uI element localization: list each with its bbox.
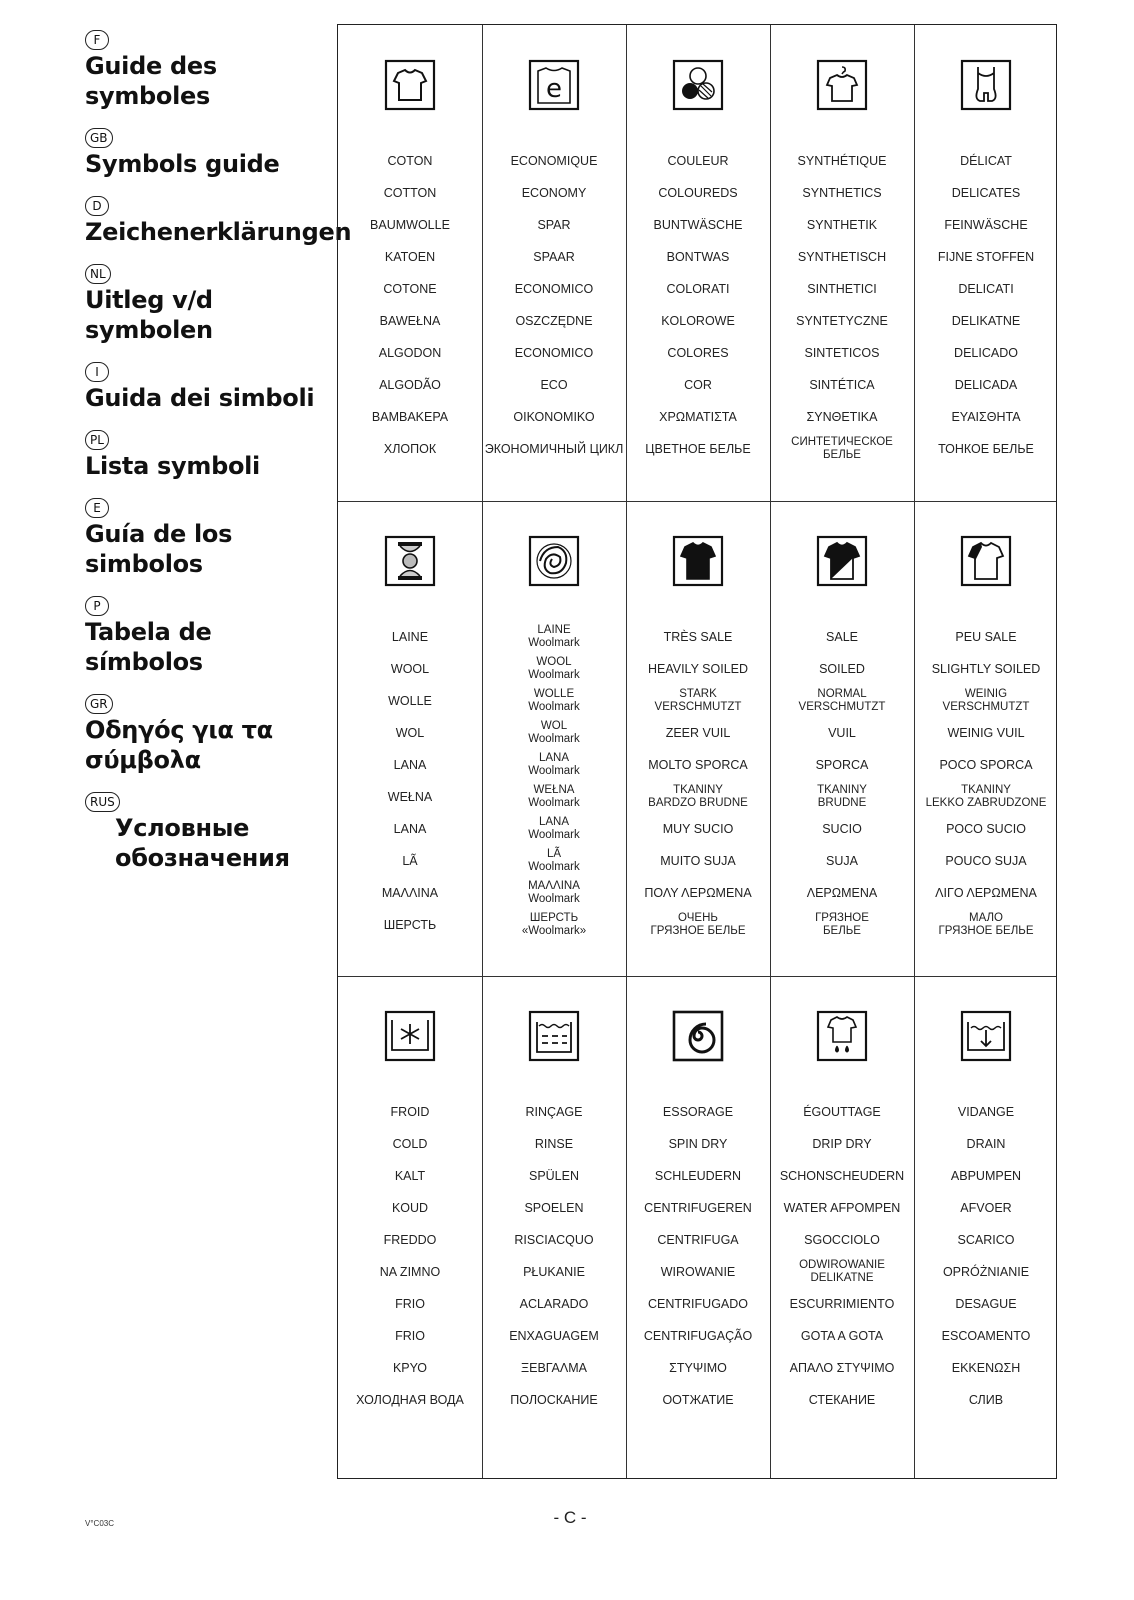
- symbol-cell: [338, 1010, 482, 1416]
- symbol-cell: [482, 59, 626, 465]
- symbol-cell: [338, 59, 482, 465]
- symbol-cell: [770, 1010, 914, 1416]
- section-title-line: σύμβολα: [85, 746, 201, 774]
- section-title-line: simbolos: [85, 550, 203, 578]
- symbol-label: ΜΑΛΛΙΝΑ: [381, 885, 439, 900]
- symbol-label: МАЛО ГРЯЗНОЕ БЕЛЬЕ: [938, 912, 1034, 937]
- symbol-label: SYNTHETIK: [806, 217, 878, 232]
- symbol-label: SPAR: [537, 217, 571, 232]
- language-section-p: [85, 596, 330, 676]
- language-section-nl: [85, 264, 330, 344]
- language-section-d: [85, 196, 352, 246]
- wool-skein-icon: [384, 535, 436, 587]
- symbol-label: COTTON: [383, 185, 437, 200]
- section-title-line: Symbols guide: [85, 150, 280, 178]
- symbol-label: SUCIO: [822, 821, 862, 836]
- country-code-badge: D: [85, 196, 109, 216]
- symbol-label: SINTÉTICA: [809, 377, 875, 392]
- symbol-label: ESSORAGE: [662, 1104, 734, 1119]
- country-code-badge: E: [85, 498, 109, 518]
- symbol-label: COR: [684, 377, 712, 392]
- symbol-label: SINTHETICI: [807, 281, 877, 296]
- symbol-label: SCARICO: [957, 1232, 1015, 1247]
- symbol-label: WEINIG VERSCHMUTZT: [942, 688, 1030, 713]
- symbol-label: OSZCZĘDNE: [515, 313, 593, 328]
- symbol-label: KOUD: [391, 1200, 429, 1215]
- symbol-label: ПОЛОСКАНИЕ: [510, 1392, 598, 1407]
- symbol-label: NORMAL VERSCHMUTZT: [798, 688, 886, 713]
- symbol-label: ШЕРСТЬ «Woolmark»: [521, 912, 587, 937]
- symbol-label: NA ZIMNO: [379, 1264, 441, 1279]
- country-code-badge: GB: [85, 128, 113, 148]
- symbol-label: ΛΙΓΟ ΛΕΡΩΜΕΝΑ: [935, 885, 1037, 900]
- country-code-badge: I: [85, 362, 109, 382]
- symbol-label: DÉLICAT: [960, 153, 1012, 168]
- cotton-shirt-icon: [384, 59, 436, 111]
- symbol-cell: [482, 535, 626, 941]
- symbol-label: ECONOMIQUE: [510, 153, 598, 168]
- symbol-label: LAINE: [391, 629, 429, 644]
- symbol-label: ALGODÃO: [379, 377, 441, 392]
- symbol-label: SPIN DRY: [668, 1136, 728, 1151]
- symbol-label: CENTRIFUGADO: [648, 1296, 748, 1311]
- symbol-label: POCO SPORCA: [939, 757, 1033, 772]
- symbol-label: FIJNE STOFFEN: [937, 249, 1035, 264]
- symbol-label: ΚΡΥΟ: [392, 1360, 428, 1375]
- symbol-label: LÃ Woolmark: [528, 848, 580, 873]
- symbol-label: SINTETICOS: [804, 345, 880, 360]
- symbol-label: ACLARADO: [519, 1296, 589, 1311]
- symbol-label: LANA: [393, 821, 427, 836]
- symbol-label: TKANINY BARDZO BRUDNE: [648, 784, 748, 809]
- language-section-e: [85, 498, 330, 578]
- symbol-label: DELICATI: [958, 281, 1014, 296]
- country-code-badge: PL: [85, 430, 109, 450]
- symbol-label: BONTWAS: [666, 249, 730, 264]
- symbol-label: ΛΕΡΩΜΕΝΑ: [806, 885, 878, 900]
- symbol-label: ХЛОПОК: [383, 441, 437, 456]
- symbol-label: COTON: [387, 153, 433, 168]
- symbol-label: WEŁNA: [387, 789, 433, 804]
- symbol-label: LANA Woolmark: [528, 816, 580, 841]
- symbol-label: ECONOMY: [521, 185, 587, 200]
- rinse-tub-icon: [528, 1010, 580, 1062]
- symbol-label: ESCURRIMIENTO: [789, 1296, 895, 1311]
- symbol-label: ABPUMPEN: [950, 1168, 1022, 1183]
- symbol-label: COLD: [392, 1136, 428, 1151]
- symbols-table: [337, 24, 1057, 1479]
- symbol-label: COLORATI: [666, 281, 730, 296]
- symbol-label: MUY SUCIO: [662, 821, 734, 836]
- symbol-label: KOLOROWE: [661, 313, 735, 328]
- symbol-label: ECO: [540, 377, 568, 392]
- symbol-cell: [914, 1010, 1058, 1416]
- symbol-label: ΒΑΜΒΑΚΕΡΑ: [371, 409, 449, 424]
- symbol-label: PEU SALE: [955, 629, 1017, 644]
- economy-e-icon: [528, 59, 580, 111]
- symbol-label: COULEUR: [667, 153, 729, 168]
- slightly-soiled-icon: [960, 535, 1012, 587]
- symbol-label: ECONOMICO: [514, 281, 594, 296]
- section-title-line: обозначения: [115, 844, 290, 872]
- symbol-label: RINSE: [534, 1136, 574, 1151]
- symbol-label: FROID: [390, 1104, 430, 1119]
- country-code-badge: P: [85, 596, 109, 616]
- symbol-label: ECONOMICO: [514, 345, 594, 360]
- symbol-label: TRÈS SALE: [663, 629, 733, 644]
- symbol-label: COLORES: [667, 345, 729, 360]
- country-code-badge: RUS: [85, 792, 120, 812]
- drain-tub-icon: [960, 1010, 1012, 1062]
- symbol-label: COLOUREDS: [658, 185, 738, 200]
- symbol-label: FREDDO: [383, 1232, 437, 1247]
- symbol-label: BAWEŁNA: [379, 313, 441, 328]
- heavily-soiled-icon: [672, 535, 724, 587]
- section-title-line: Uitleg v/d: [85, 286, 213, 314]
- cold-wash-icon: [384, 1010, 436, 1062]
- section-title-line: Guide des: [85, 52, 217, 80]
- country-code-badge: NL: [85, 264, 111, 284]
- colour-circles-icon: [672, 59, 724, 111]
- language-section-gr: [85, 694, 330, 774]
- symbol-label: DELICATES: [951, 185, 1021, 200]
- symbol-label: SCHONSCHEUDERN: [779, 1168, 905, 1183]
- symbol-label: DRAIN: [966, 1136, 1006, 1151]
- symbol-label: WIROWANIE: [660, 1264, 736, 1279]
- symbol-label: MOLTO SPORCA: [648, 757, 748, 772]
- symbol-label: ООТЖАТИЕ: [662, 1392, 734, 1407]
- delicate-garment-icon: [960, 59, 1012, 111]
- symbol-cell: [482, 1010, 626, 1416]
- section-title-line: Zeichenerklärungen: [85, 218, 352, 246]
- symbol-label: SUJA: [826, 853, 858, 868]
- symbol-label: PŁUKANIE: [523, 1264, 585, 1279]
- section-title-line: Guía de los: [85, 520, 233, 548]
- symbol-label: WOL: [395, 725, 425, 740]
- row-divider: [338, 501, 1056, 502]
- symbol-label: TKANINY LEKKO ZABRUDZONE: [925, 784, 1047, 809]
- symbol-label: ЦВЕТНОЕ БЕЛЬЕ: [645, 441, 751, 456]
- symbol-label: WEINIG VUIL: [947, 725, 1025, 740]
- symbol-label: COTONE: [383, 281, 437, 296]
- symbol-label: DRIP DRY: [812, 1136, 872, 1151]
- symbol-label: ALGODON: [378, 345, 442, 360]
- symbol-label: SYNTHETISCH: [797, 249, 887, 264]
- symbol-label: SPORCA: [815, 757, 869, 772]
- symbol-label: LÃ: [402, 853, 418, 868]
- symbol-cell: [770, 535, 914, 941]
- symbol-cell: [338, 535, 482, 941]
- symbol-label: ZEER VUIL: [665, 725, 731, 740]
- symbol-label: POUCO SUJA: [945, 853, 1027, 868]
- symbol-cell: [914, 535, 1058, 941]
- symbol-label: SLIGHTLY SOILED: [931, 661, 1041, 676]
- section-title-line: Tabela de: [85, 618, 212, 646]
- symbol-label: WOOL Woolmark: [528, 656, 580, 681]
- symbol-cell: [770, 59, 914, 465]
- section-title-line: símbolos: [85, 648, 203, 676]
- symbol-label: WOLLE Woolmark: [528, 688, 580, 713]
- symbol-label: RINÇAGE: [525, 1104, 583, 1119]
- symbol-label: WEŁNA Woolmark: [528, 784, 580, 809]
- symbol-label: LANA Woolmark: [528, 752, 580, 777]
- symbol-label: ODWIROWANIE DELIKATNE: [799, 1259, 885, 1284]
- symbol-label: SGOCCIOLO: [804, 1232, 880, 1247]
- symbol-label: SCHLEUDERN: [654, 1168, 742, 1183]
- symbol-label: OPRÓŻNIANIE: [942, 1264, 1030, 1279]
- symbol-label: VUIL: [828, 725, 856, 740]
- symbol-label: LAINE Woolmark: [528, 624, 580, 649]
- soiled-icon: [816, 535, 868, 587]
- language-section-i: [85, 362, 330, 412]
- symbol-label: SPÜLEN: [528, 1168, 580, 1183]
- symbol-label: SYNTETYCZNE: [796, 313, 888, 328]
- symbol-cell: [626, 535, 770, 941]
- symbol-label: MUITO SUJA: [660, 853, 736, 868]
- symbol-label: AFVOER: [960, 1200, 1012, 1215]
- symbol-label: CENTRIFUGAÇÃO: [643, 1328, 753, 1343]
- svg-text:e: e: [546, 74, 562, 104]
- symbol-label: ENXAGUAGEM: [509, 1328, 599, 1343]
- symbol-label: ГРЯЗНОЕ БЕЛЬЕ: [815, 912, 869, 937]
- symbol-label: SALE: [826, 629, 858, 644]
- language-sidebar: [85, 30, 352, 890]
- symbol-label: СТЕКАНИЕ: [808, 1392, 876, 1407]
- symbol-label: ΟΙΚΟΝΟΜΙΚΟ: [513, 409, 595, 424]
- symbol-label: BAUMWOLLE: [370, 217, 450, 232]
- symbol-label: ΑΠΑΛΟ ΣΤΥΨΙΜΟ: [789, 1360, 895, 1375]
- section-title-line: symbolen: [85, 316, 213, 344]
- symbol-label: ΕΚΚΕΝΩΣΗ: [951, 1360, 1021, 1375]
- symbol-label: ХОЛОДНАЯ ВОДА: [356, 1392, 464, 1407]
- symbol-label: ÉGOUTTAGE: [803, 1104, 881, 1119]
- symbol-label: ТОНКОЕ БЕЛЬЕ: [938, 441, 1034, 456]
- symbol-label: KATOEN: [384, 249, 436, 264]
- language-section-gb: [85, 128, 330, 178]
- section-title-line: Условные: [115, 814, 250, 842]
- symbol-label: СИНТЕТИЧЕСКОЕ БЕЛЬЕ: [791, 436, 893, 461]
- symbol-label: POCO SUCIO: [946, 821, 1026, 836]
- symbol-label: WOOL: [390, 661, 430, 676]
- symbol-label: SYNTHÉTIQUE: [797, 153, 887, 168]
- symbol-label: WOLLE: [388, 693, 432, 708]
- symbol-label: DESAGUE: [955, 1296, 1017, 1311]
- language-section-pl: [85, 430, 330, 480]
- symbol-label: BUNTWÄSCHE: [653, 217, 743, 232]
- symbol-label: ΧΡΩΜΑΤΙΣΤΑ: [659, 409, 737, 424]
- symbol-label: VIDANGE: [957, 1104, 1015, 1119]
- language-section-f: [85, 30, 330, 110]
- symbol-cell: [626, 1010, 770, 1416]
- symbol-label: WATER AFPOMPEN: [783, 1200, 901, 1215]
- symbol-label: TKANINY BRUDNE: [817, 784, 867, 809]
- symbol-cell: [626, 59, 770, 465]
- symbol-label: ΣΤΥΨΙΜΟ: [669, 1360, 727, 1375]
- symbol-label: STARK VERSCHMUTZT: [654, 688, 742, 713]
- symbol-label: RISCIACQUO: [514, 1232, 594, 1247]
- symbol-label: ОЧЕНЬ ГРЯЗНОЕ БЕЛЬЕ: [650, 912, 746, 937]
- symbol-label: СЛИВ: [968, 1392, 1004, 1407]
- symbol-label: DELICADA: [954, 377, 1018, 392]
- symbol-label: ESCOAMENTO: [941, 1328, 1031, 1343]
- symbol-label: ΠΟΛΥ ΛΕΡΩΜΕΝΑ: [644, 885, 752, 900]
- symbol-cell: [914, 59, 1058, 465]
- symbol-label: ΕΥΑΙΣΘΗΤΑ: [951, 409, 1021, 424]
- symbol-label: GOTA A GOTA: [800, 1328, 884, 1343]
- symbol-label: FEINWÄSCHE: [944, 217, 1028, 232]
- symbol-label: SYNTHETICS: [802, 185, 882, 200]
- symbol-label: KALT: [394, 1168, 426, 1183]
- country-code-badge: GR: [85, 694, 113, 714]
- symbol-label: SPAAR: [533, 249, 575, 264]
- symbol-label: CENTRIFUGEREN: [644, 1200, 752, 1215]
- symbol-label: LANA: [393, 757, 427, 772]
- symbol-label: ЭКОНОМИЧНЫЙ ЦИКЛ: [484, 441, 624, 456]
- symbol-label: DELIKATNE: [951, 313, 1021, 328]
- symbol-label: WOL Woolmark: [528, 720, 580, 745]
- drip-dry-icon: [816, 1010, 868, 1062]
- spin-spiral-icon: [672, 1010, 724, 1062]
- section-title-line: Lista symboli: [85, 452, 260, 480]
- synthetic-hanger-icon: [816, 59, 868, 111]
- symbol-label: ΜΑΛΛΙΝΑ Woolmark: [528, 880, 580, 905]
- symbol-label: HEAVILY SOILED: [647, 661, 749, 676]
- symbol-label: CENTRIFUGA: [657, 1232, 739, 1247]
- symbol-label: FRIO: [395, 1328, 425, 1343]
- section-title-line: Guida dei simboli: [85, 384, 315, 412]
- symbol-label: DELICADO: [954, 345, 1018, 360]
- symbol-label: ШЕРСТЬ: [383, 917, 437, 932]
- section-title-line: symboles: [85, 82, 210, 110]
- section-title-line: Οδηγός για τα: [85, 716, 273, 744]
- page-number: - C -: [553, 1508, 587, 1527]
- language-section-rus: [85, 792, 330, 872]
- country-code-badge: F: [85, 30, 109, 50]
- symbol-label: SPOELEN: [524, 1200, 584, 1215]
- symbol-label: ΣΥΝΘΕΤΙΚΑ: [806, 409, 878, 424]
- row-divider: [338, 976, 1056, 977]
- symbol-label: FRIO: [395, 1296, 425, 1311]
- woolmark-icon: [528, 535, 580, 587]
- symbol-label: SOILED: [819, 661, 865, 676]
- document-code: V°C03C: [85, 1519, 114, 1528]
- symbol-label: ΞΕΒΓΑΛΜΑ: [521, 1360, 587, 1375]
